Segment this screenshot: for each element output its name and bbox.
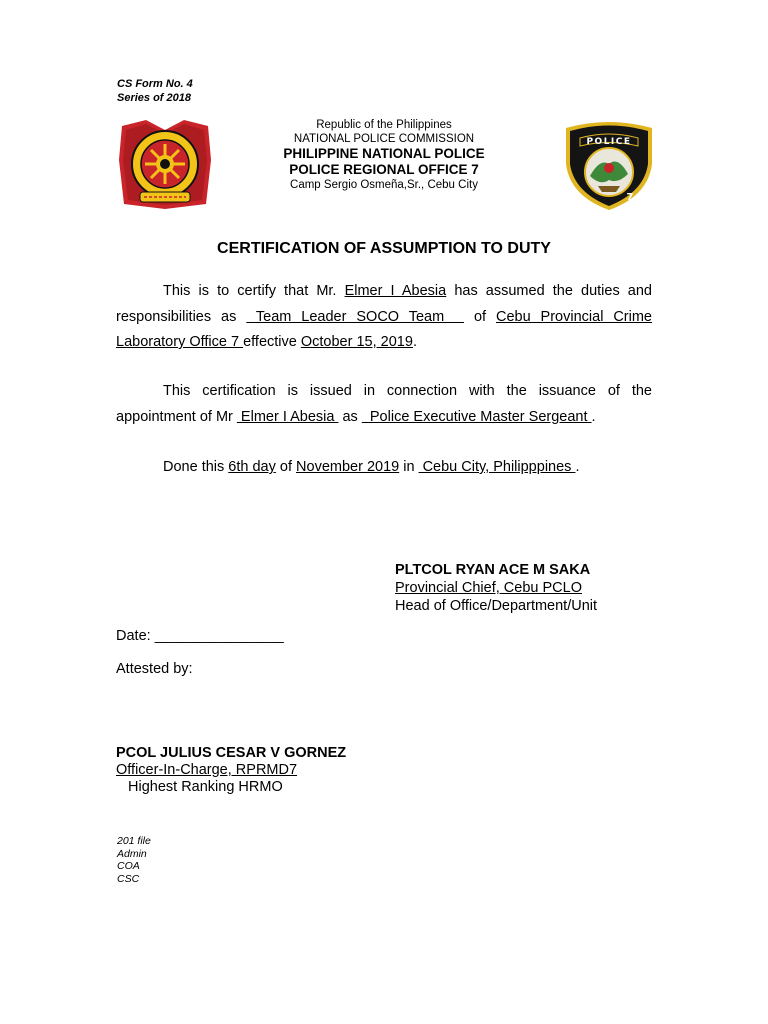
position-title: Team Leader SOCO Team [246, 308, 465, 325]
hrmo-position: Officer-In-Charge, RPRMD7 [116, 762, 298, 778]
cc-item: COA [117, 860, 140, 872]
done-day: 6th day [228, 459, 276, 475]
office-address: Camp Sergio Osmeña,Sr., Cebu City [290, 179, 478, 191]
assigned-office: Cebu Provincial Crime Laboratory Office 7 [116, 308, 652, 350]
paragraph-done: Done this 6th day of November 2019 in Cebu City, Philipppines . [163, 459, 580, 475]
done-month-year: November 2019 [296, 459, 400, 475]
letterhead [240, 118, 528, 192]
appointee-name: Elmer I Abesia [236, 408, 339, 425]
paragraph-issuance: This certification is issued in connection with the issuance of the appointment of Mr Elmer I Abesia as Police Executive Master Sergeant . [116, 383, 652, 425]
hrmo-role: Highest Ranking HRMO [128, 779, 283, 795]
pnp-seal-logo [116, 120, 214, 215]
cc-item: Admin [117, 847, 147, 860]
signatory-head-of-office [395, 561, 597, 615]
appointee-rank: Police Executive Master Sergeant [361, 408, 592, 425]
date-line [116, 628, 284, 644]
signatory-hrmo [116, 745, 346, 796]
police-badge-logo [560, 120, 658, 217]
cc-item: CSC [117, 872, 140, 885]
agency-name: PHILIPPINE NATIONAL POLICE [283, 146, 485, 161]
form-identifier [117, 77, 193, 105]
date-blank: ________________ [154, 628, 284, 644]
cc-item: 201 file [117, 835, 151, 847]
paragraph-assumption: This is to certify that Mr. Elmer I Abesia has assumed the duties and responsibilities as Team Leader SOCO Team of Cebu Provincial Crime Laboratory Office 7 effective October 15, 2019. [116, 283, 652, 350]
copy-furnished-list [117, 835, 151, 885]
attested-label: Attested by: [116, 661, 193, 677]
signatory-position: Provincial Chief, Cebu PCLO [395, 580, 582, 596]
form-number: CS Form No. 4 [117, 78, 193, 90]
hrmo-name: PCOL JULIUS CESAR V GORNEZ [116, 745, 347, 761]
done-place: Cebu City, Philipppines [418, 459, 576, 475]
commission-line: NATIONAL POLICE COMMISSION [293, 133, 475, 145]
signatory-name: PLTCOL RYAN ACE M SAKA [395, 562, 591, 578]
signatory-role: Head of Office/Department/Unit [395, 598, 598, 614]
badge-region-text: 7 [626, 192, 634, 203]
effective-date: October 15, 2019 [300, 334, 413, 350]
employee-name: Elmer I Abesia [344, 283, 447, 299]
office-name: POLICE REGIONAL OFFICE 7 [289, 162, 479, 177]
document-title: CERTIFICATION OF ASSUMPTION TO DUTY [217, 240, 551, 257]
badge-banner-text: POLICE [586, 137, 632, 147]
form-series: Series of 2018 [117, 92, 191, 104]
republic-line: Republic of the Philippines [316, 119, 452, 131]
date-label: Date: [116, 628, 155, 644]
